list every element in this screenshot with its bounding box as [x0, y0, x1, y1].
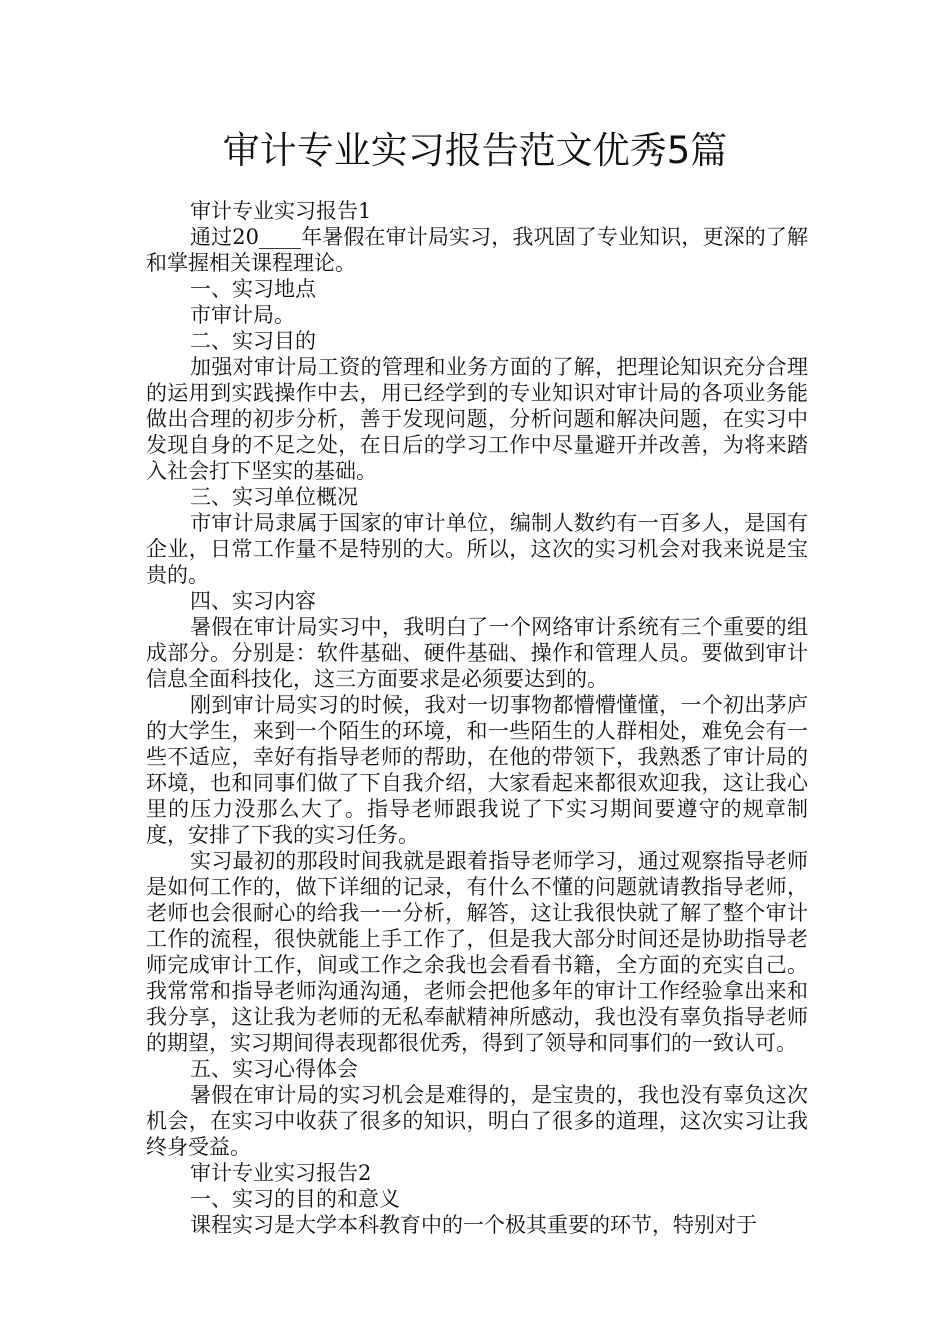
document-title: 审计专业实习报告范文优秀5篇	[222, 129, 728, 172]
paragraph: 课程实习是大学本科教育中的一个极其重要的环节，特别对于	[190, 1213, 757, 1237]
paragraph: 加强对审计局工资的管理和业务方面的了解，把理论知识充分合理的运用到实践操作中去，用已经学到的专业知识对审计局的各项业务能做出合理的初步分析，善于发现问题，分析问题和解决问题，在实习中发现自身的不足之处，在日后的学习工作中尽量避开并改善，为将来踏入社会打下坚实的基础。	[146, 355, 808, 483]
paragraph: 实习最初的那段时间我就是跟着指导老师学习，通过观察指导老师是如何工作的，做下详细的记录，有什么不懂的问题就请教指导老师，老师也会很耐心的给我一一分析，解答，这让我很快就了解了整个审计工作的流程，很快就能上手工作了，但是我大部分时间还是协助指导老师完成审计工作，间或工作之余我也会看看书籍，全方面的充实自己。我常常和指导老师沟通沟通，老师会把他多年的审计工作经验拿出来和我分享，这让我为老师的无私奉献精神所感动，我也没有辜负指导老师的期望，实习期间得表现都很优秀，得到了领导和同事们的一致认可。	[146, 849, 808, 1055]
section-heading: 三、实习单位概况	[190, 485, 358, 509]
paragraph: 暑假在审计局实习中，我明白了一个网络审计系统有三个重要的组成部分。分别是：软件基础、硬件基础、操作和管理人员。要做到审计信息全面科技化，这三方面要求是必须要达到的。	[146, 615, 808, 691]
document-body	[146, 198, 808, 1238]
paragraph: 暑假在审计局的实习机会是难得的，是宝贵的，我也没有辜负这次机会，在实习中收获了很多的知识，明白了很多的道理，这次实习让我终身受益。	[146, 1083, 808, 1159]
section-heading: 一、实习的目的和意义	[190, 1187, 400, 1211]
paragraph: 刚到审计局实习的时候，我对一切事物都懵懵懂懂，一个初出茅庐的大学生，来到一个陌生的环境，和一些陌生的人群相处，难免会有一些不适应，幸好有指导老师的帮助，在他的带领下，我熟悉了审计局的环境，也和同事们做了下自我介绍，大家看起来都很欢迎我，这让我心里的压力没那么大了。指导老师跟我说了下实习期间要遵守的规章制度，安排了下我的实习任务。	[146, 693, 808, 847]
section-heading: 四、实习内容	[190, 589, 316, 613]
paragraph: 审计专业实习报告1	[190, 199, 372, 223]
section-heading: 二、实习目的	[190, 329, 316, 353]
paragraph: 市审计局。	[190, 303, 295, 327]
paragraph: 审计专业实习报告2	[190, 1161, 372, 1185]
section-heading: 五、实习心得体会	[190, 1057, 358, 1081]
paragraph: 通过20____年暑假在审计局实习，我巩固了专业知识，更深的了解和掌握相关课程理论。	[146, 225, 808, 275]
section-heading: 一、实习地点	[190, 277, 316, 301]
paragraph: 市审计局隶属于国家的审计单位，编制人数约有一百多人，是国有企业，日常工作量不是特别的大。所以，这次的实习机会对我来说是宝贵的。	[146, 511, 808, 587]
